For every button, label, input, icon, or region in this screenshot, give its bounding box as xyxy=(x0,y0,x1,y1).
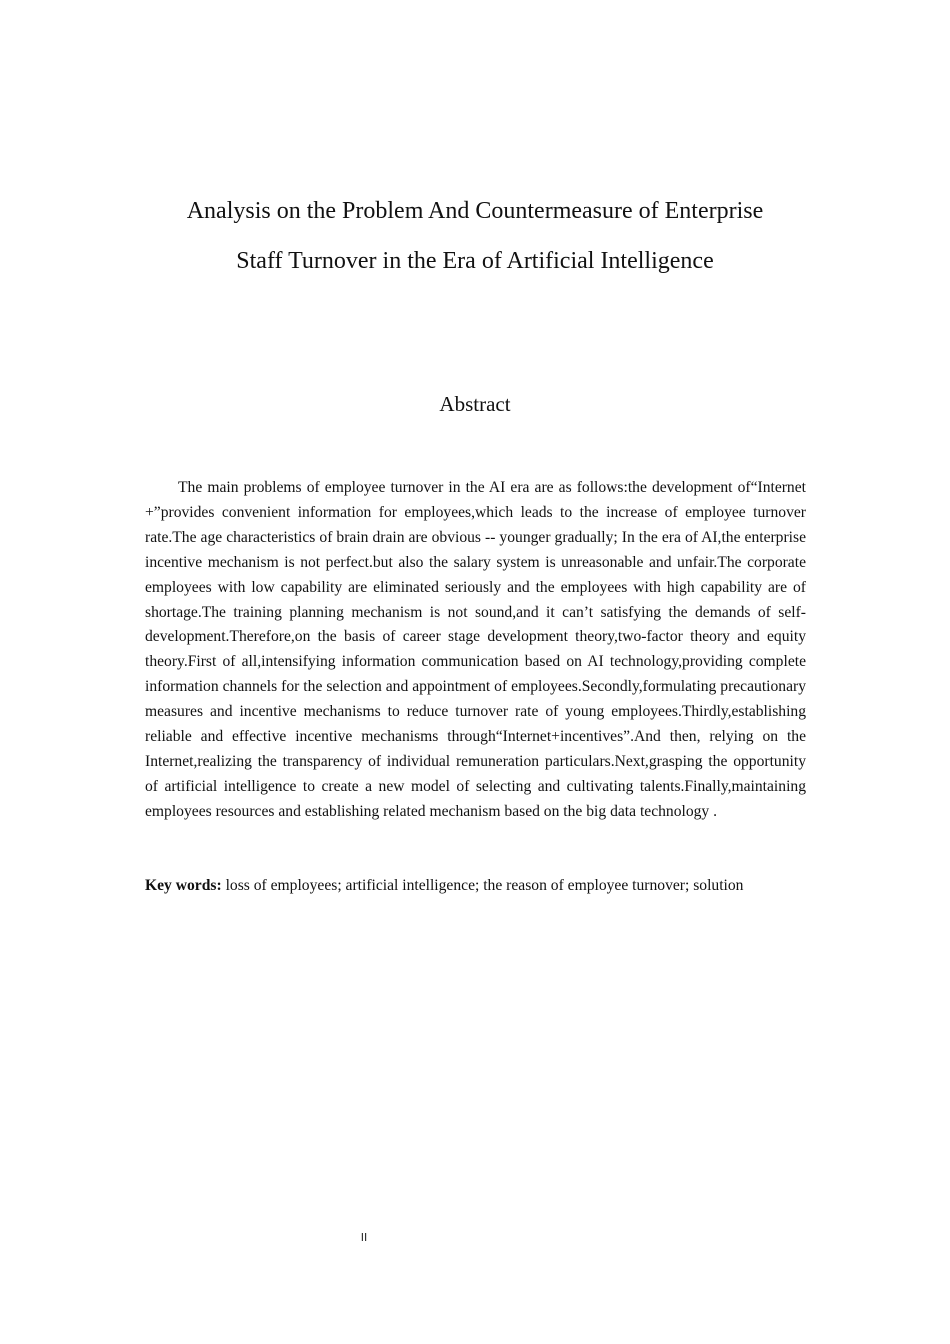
paper-title-line-1: Analysis on the Problem And Countermeasure of Enterprise xyxy=(186,198,764,224)
abstract-heading: Abstract xyxy=(439,392,511,416)
keywords-line xyxy=(145,874,845,899)
keywords-text: loss of employees; artificial intelligence; the reason of employee turnover; solution xyxy=(225,877,744,894)
abstract-body: The main problems of employee turnover in the AI era are as follows:the development of“Internet +”provides convenient information for employees,which leads to the increase of employee turnover rate.The age characteristics of brain drain are obvious -- younger gradually; In the era of AI,the enterprise incentive mechanism is not perfect.but also the salary system is unreasonable and unfair.The corporate employees with low capability are eliminated seriously and the employees with high capability are of shortage.The training planning mechanism is not sound,and it can’t satisfying the demands of self-development.Therefore,on the basis of career stage development theory,two-factor theory and equity theory.First of all,intensifying information communication based on AI technology,providing complete information channels for the selection and appointment of employees.Secondly,formulating precautionary measures and incentive mechanisms to reduce turnover rate of young employees.Thirdly,establishing reliable and effective incentive mechanisms through“Internet+incentives”.And then, relying on the Internet,realizing the transparency of individual remuneration particulars.Next,grasping the opportunity of artificial intelligence to create a new model of selecting and cultivating talents.Finally,maintaining employees resources and establishing related mechanism based on the big data technology . xyxy=(145,479,806,820)
page-number: II xyxy=(360,1231,368,1244)
keywords-label: Key words: xyxy=(145,877,222,894)
paper-title-line-2: Staff Turnover in the Era of Artificial Intelligence xyxy=(236,248,714,274)
